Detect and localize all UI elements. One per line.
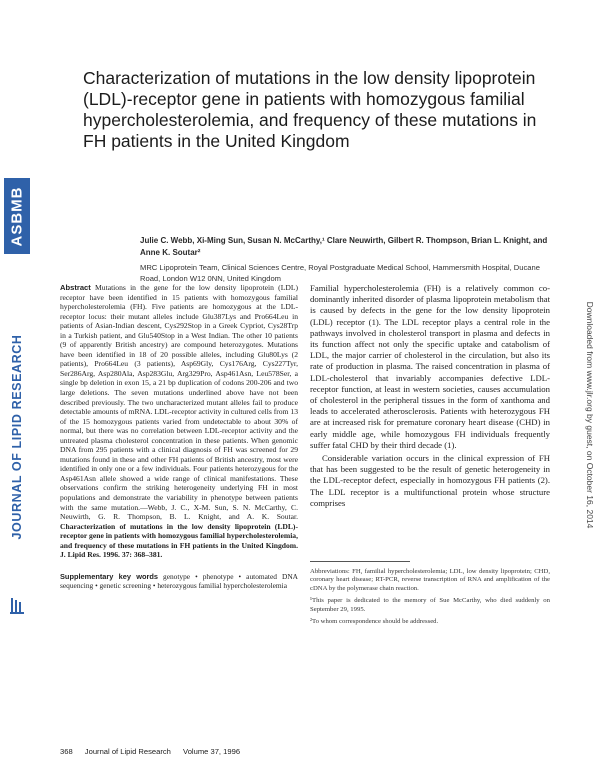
footnote-abbreviations: Abbreviations: FH, familial hypercholesterolemia; LDL, low density lipoprotein; CHD, coronary heart disease; RT-PCR, reverse transcription of RNA and amplification of the cDNA by the polymerase chain reaction. [310,568,550,592]
body-paragraph-1: Familial hypercholesterolemia (FH) is a relatively common co-dominantly inherited disorder of plasma lipoprotein metabolism that is caused by defects in the gene for the low density lipoprotein (LDL) receptor (1). The LDL receptor plays a central role in the pathways involved in cholesterol transport in plasma and defects in its function affect not only the specific uptake and catabolism of LDL, the major carrier of cholesterol in the circulation, but also its rate of production in plasma. The raised concentration in plasma of LDL-cholesterol that invariably accompanies defective LDL-receptor function, at least in western societies, causes accumulation of cholesterol in the peripheral tissues in the form of xanthoma and leads to accelerated atherosclerosis. Patients with heterozygous FH are at increased risk for premature coronary heart disease (CHD) in early middle age, while homozygous FH individuals frequently suffer fatal CHD by their third decade (1). [310,283,550,450]
page-number: 368 [60,747,73,756]
abstract-citation: Characterization of mutations in the low density lipoprotein (LDL)-receptor gene in patients with homozygous familial hypercholesterolemia, and frequency of these mutations in FH patients in the United Kingdom. J. Lipid Res. 1996. 37: 368–381. [60,521,298,560]
keywords-text: genotype • phenotype • automated DNA sequencing • genetic screening • heterozygous familial hypercholesterolemia [60,571,298,591]
abstract-label: Abstract [60,283,91,292]
affiliation: MRC Lipoprotein Team, Clinical Sciences Centre, Royal Postgraduate Medical School, Hammersmith Hospital, Ducane Road, London W12 0NN, United Kingdom [140,263,540,283]
footnote-divider [310,561,410,562]
journal-name-vertical [4,292,30,582]
journal-volume: Volume 37, 1996 [183,747,241,756]
abstract [60,283,298,560]
footnote-1: ¹This paper is dedicated to the memory of Sue McCarthy, who died suddenly on September 29, 1995. [310,597,550,613]
journal-name-text: JOURNAL OF LIPID RESEARCH [10,334,24,540]
abstract-text: Mutations in the gene for the low density lipoprotein (LDL) receptor have been identified in 15 patients with homozygous familial hypercholesterolemia (FH). Five patients are homozygous at the LDL-receptor locus: their mutant alleles include Glu387Lys and Pro664Leu in patients of Asian-Indian descent, Cys292Stop in a Greek Cypriot, Cys28Trp in a Turkish patient, and Glu540Stop in a West Indian. The other 10 patients (9 of apparently British ancestry) are compound heterozygotes. Mutations have been identified in 18 of 20 possible alleles, including Glu80Lys (2 patients), Pro664Leu (3 patients), Asp69Gly, Cys176Arg, Cys227Tyr, Ser286Arg, Asp280Ala, Asp283Glu, Arg329Pro, Asp461Asn, Leu578Ser, a single bp deletion in exon 15, a 21 bp duplication of codons 200-206 and two large deletions. The seven mutations underlined above have not been described previously. The two uncharacterized mutant alleles fail to produce detectable amounts of mRNA. LDL-receptor activity in cultured cells from 13 of the 15 homozygous patients varied from undetectable to about 30% of normal, but there was no correlation between LDL-receptor activity and the untreated plasma cholesterol concentration in these patients. When genomic DNA from 295 patients with a clinical diagnosis of FH was screened for 29 mutations found in these and other FH patients of British ancestry, most were identified in only one or a few individuals. Four patients heterozygous for the Asp461Asn allele showed a wide range of clinical manifestations. These observations confirm the striking heterogeneity underlying FH in most populations and demonstrate the variability in phenotype between patients with the same mutation.—Webb, J. C., X-M. Sun, S. N. McCarthy, C. Neuwirth, G. R. Thompson, B. L. Knight, and A. K. Soutar. [60,283,298,522]
journal-sidebar [2,178,32,628]
jlr-emblem-icon [10,596,24,614]
asbmb-logo [4,178,30,254]
body-paragraph-2: Considerable variation occurs in the clinical expression of FH that has been suggested to be the result of genetic heterogeneity in the LDL-receptor defect, especially in homozygous FH patients (2). The LDL receptor is a multifunctional protein whose structure comprises [310,453,550,508]
download-note-text: Downloaded from www.jlr.org by guest, on October 16, 2014 [585,301,595,529]
download-note [582,250,598,580]
keywords-label: Supplementary key words [60,571,158,581]
right-column [310,283,550,631]
asbmb-logo-text: ASBMB [8,186,26,246]
page-footer [60,747,360,756]
article-title: Characterization of mutations in the low density lipoprotein (LDL)-receptor gene in patients with homozygous familial hypercholesterolemia, and frequency of these mutations in FH patients in the United Kingdom [83,68,537,151]
author-list: Julie C. Webb, Xi-Ming Sun, Susan N. McCarthy,¹ Clare Neuwirth, Gilbert R. Thompson, Brian L. Knight, and Anne K. Soutar² [140,236,548,257]
left-column [60,283,298,591]
footnote-2: ²To whom correspondence should be addressed. [310,618,439,626]
journal-title: Journal of Lipid Research [84,747,171,756]
keywords [60,572,298,591]
